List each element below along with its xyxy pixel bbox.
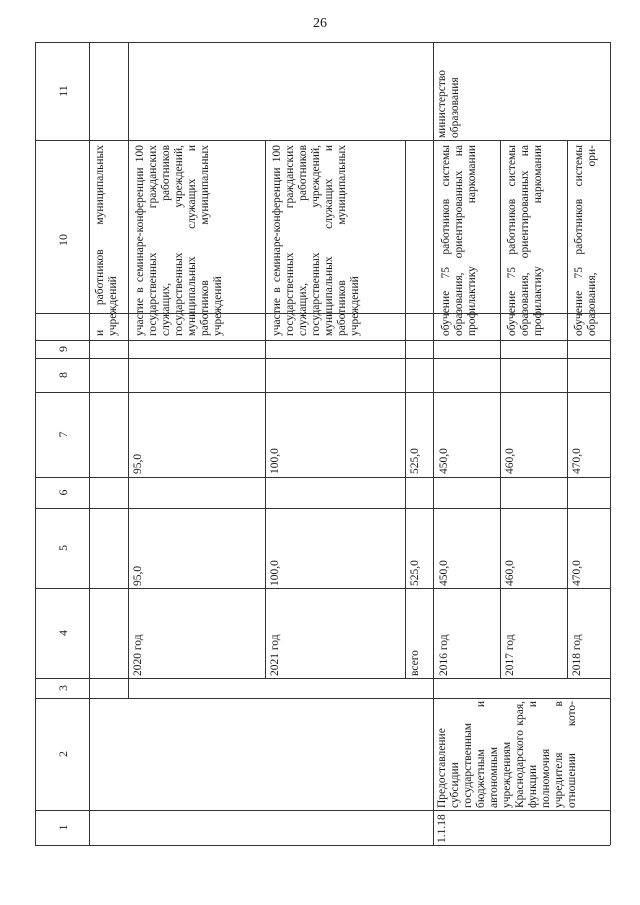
column-number-10: 10 <box>56 234 70 246</box>
row-number: 1.1.18 <box>436 814 448 843</box>
amount-col5-4: 460,0 <box>504 560 516 586</box>
row-separator-1 <box>265 140 266 678</box>
column-number-4: 4 <box>56 630 70 636</box>
amount-col7-2: 525,0 <box>409 448 421 474</box>
column-boundary-6 <box>35 477 610 478</box>
row-separator-2 <box>405 140 406 678</box>
column-boundary-5 <box>35 508 610 509</box>
table-border-left <box>35 42 36 845</box>
column-number-5: 5 <box>56 545 70 551</box>
amount-col7-5: 470,0 <box>571 448 583 474</box>
table-border-right <box>610 42 611 845</box>
column-number-11: 11 <box>56 85 70 97</box>
column-number-1: 1 <box>56 824 70 831</box>
result-text-1: участие в семинаре-конференции 100 государственных гражданских служащих, работников государственных учреждений, муниципальных служащих и работников муниципальных учреждений <box>271 145 361 336</box>
column-boundary-1 <box>35 810 610 811</box>
year-cell-4: 2017 год <box>504 634 516 676</box>
amount-col7-3: 450,0 <box>438 448 450 474</box>
result-text-5: обучение 75 работников системы образования, ори- <box>573 145 598 336</box>
row-agency: министерство образования <box>436 70 461 138</box>
amount-col7-0: 95,0 <box>132 453 144 474</box>
result-text-0: участие в семинаре-конференции 100 государственных гражданских служащих, работников государственных учреждений, муниципальных служащих и работников муниципальных учреждений <box>134 145 224 336</box>
page-number: 26 <box>313 16 327 31</box>
column-number-6: 6 <box>56 489 70 496</box>
amount-col5-2: 525,0 <box>409 560 421 586</box>
header-separator <box>89 42 90 845</box>
column-number-3: 3 <box>56 685 70 691</box>
year-cell-3: 2016 год <box>438 634 450 676</box>
row-separator-4 <box>500 140 501 678</box>
amount-col7-4: 460,0 <box>504 448 516 474</box>
column-boundary-0 <box>35 845 610 846</box>
column-boundary-9 <box>35 340 610 341</box>
column-boundary-12 <box>35 42 610 43</box>
row-separator-0 <box>128 42 129 698</box>
column-boundary-11 <box>35 140 610 141</box>
row-separator-3 <box>433 42 434 845</box>
year-cell-0: 2020 год <box>132 634 144 676</box>
row-separator-5 <box>567 140 568 678</box>
row-description: Предоставление субсидии государственным бюджетным и автономным учреждениям Краснодарского края, функции и полномочия учредителя в отношении кото- <box>436 701 578 808</box>
amount-col7-1: 100,0 <box>269 448 281 474</box>
amount-col5-3: 450,0 <box>438 560 450 586</box>
column-number-8: 8 <box>56 372 70 378</box>
column-number-7: 7 <box>56 431 70 438</box>
column-number-9: 9 <box>56 346 70 352</box>
column-boundary-2 <box>35 698 610 699</box>
column-boundary-4 <box>35 588 610 589</box>
column-boundary-8 <box>35 358 610 359</box>
continuation-text: и работников муниципальных учреждений <box>94 145 119 336</box>
year-cell-1: 2021 год <box>269 634 281 676</box>
amount-col5-1: 100,0 <box>269 560 281 586</box>
column-boundary-7 <box>35 392 610 393</box>
result-text-4: обучение 75 работников системы образования, ориентированных на профилактику наркомании <box>506 145 544 336</box>
amount-col5-5: 470,0 <box>571 560 583 586</box>
column-boundary-3 <box>35 678 610 679</box>
column-number-2: 2 <box>56 751 70 757</box>
year-cell-2: всего <box>409 650 421 676</box>
year-cell-5: 2018 год <box>571 634 583 676</box>
amount-col5-0: 95,0 <box>132 565 144 586</box>
result-text-3: обучение 75 работников системы образования, ориентированных на профилактику наркомании <box>440 145 478 336</box>
